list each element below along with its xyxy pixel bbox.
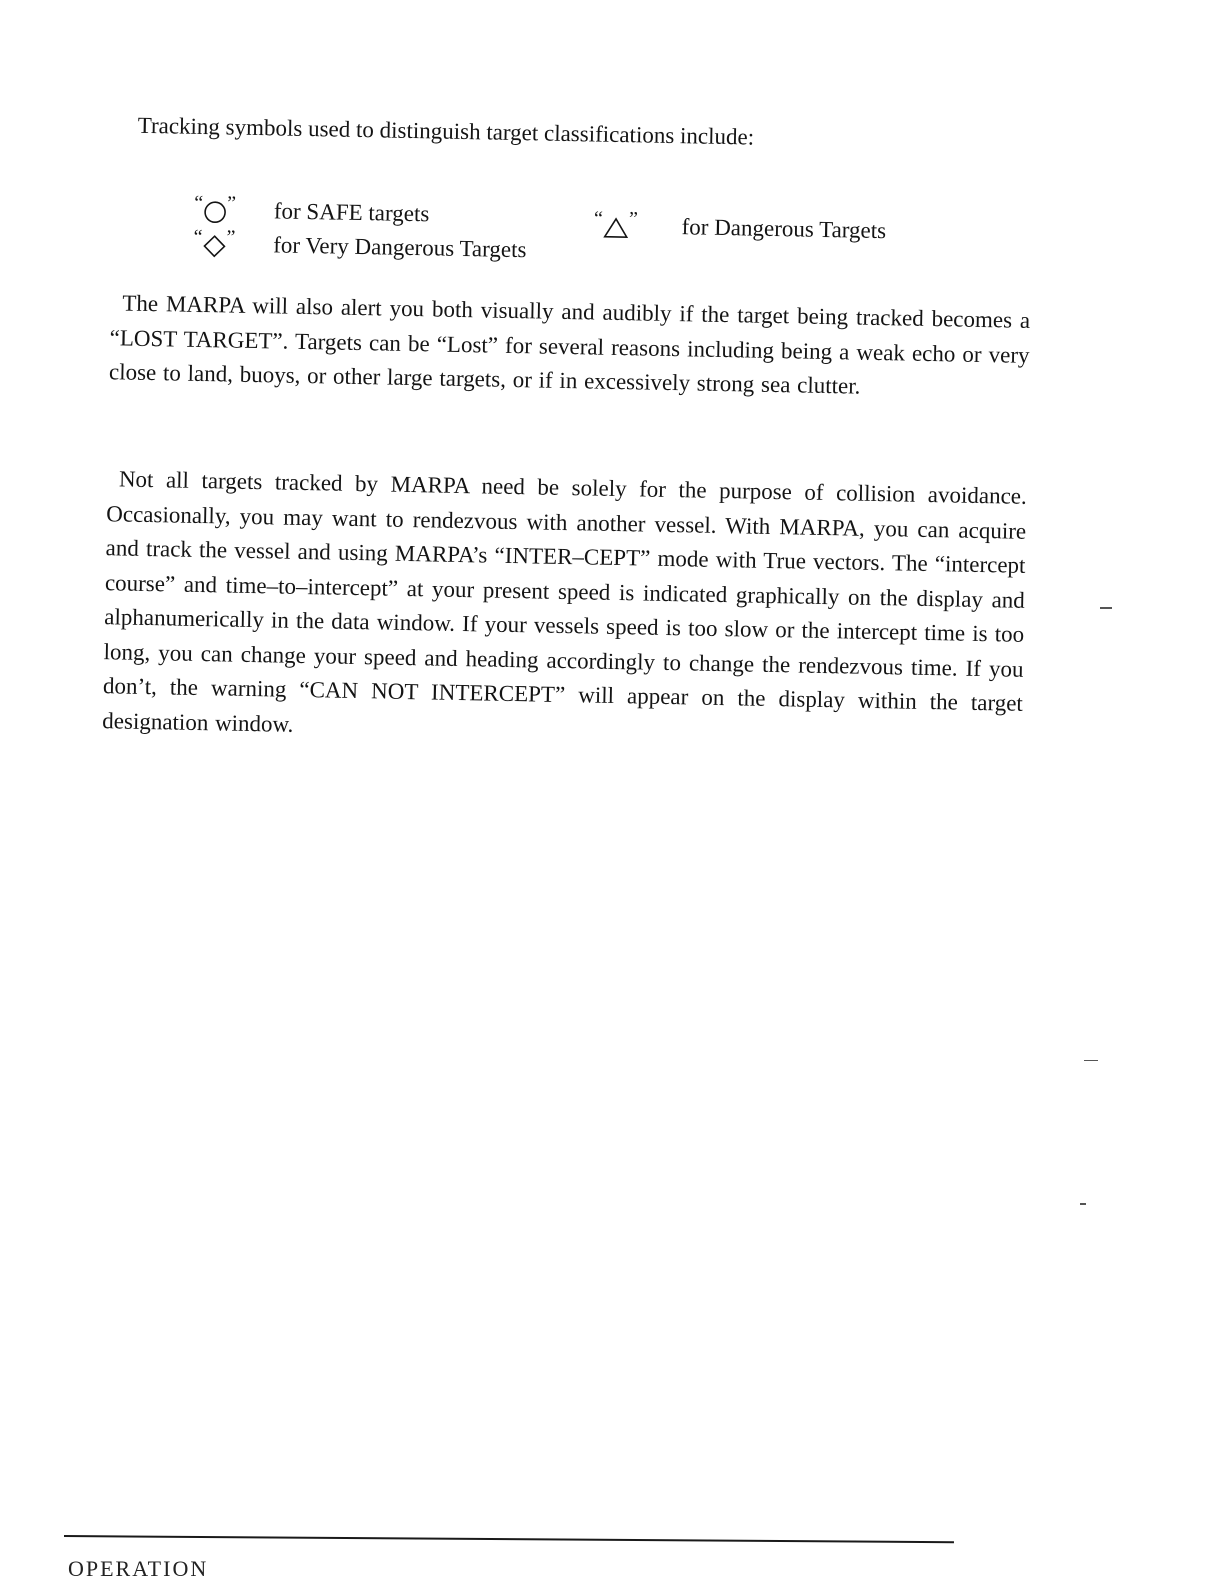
symbol-safe: “ ” [194,192,269,225]
footer-text: OPERATION [68,1556,209,1581]
paragraph-intercept-text: Not all targets tracked by MARPA need be solely for the purpose of collision avoidance. Occasionally, you may want to rendezvous with another vessel. With MARPA, you can acquire and track the vessel and using MARPA’s “INTER–CEPT” mode with True vectors. The “intercept course” and time–to–intercept” at your present speed is indicated graphically on the display and alphanumerically in the data window. If your vessels speed is too slow or the intercept time is too long, you can change your speed and heading accordingly to change the rendezvous time. If you don’t, the warning “CAN NOT INTERCEPT” will appear on the display within the target designation window. [102,466,1028,737]
symbol-dangerous-label: for Dangerous Targets [681,214,887,244]
scan-mark [1100,607,1112,609]
paragraph-lost-target-text: The MARPA will also alert you both visually and audibly if the target being tracked becomes a “LOST TARGET”. Targets can be “Lost” for several reasons including being a weak echo or very close to land, buoys, or other large targets, or if in excessively strong sea clutter. [108,290,1031,399]
scan-mark [1084,1060,1098,1061]
paragraph-intercept [102,462,1027,756]
symbol-legend-safe [194,192,430,228]
symbol-very-dangerous: “ ” [193,226,268,259]
diamond-icon [202,234,226,258]
page-content [100,112,1032,737]
symbol-legend-very-dangerous [193,226,527,264]
symbol-very-dangerous-label: for Very Dangerous Targets [272,232,527,263]
paragraph-lost-target [109,286,1031,407]
symbol-legend-dangerous [594,208,887,245]
circle-icon [203,200,227,224]
scan-mark [1080,1203,1086,1205]
intro-text: Tracking symbols used to distinguish target classifications include: [137,112,755,150]
symbol-dangerous: “ ” [594,208,677,241]
triangle-icon [603,215,629,239]
symbol-safe-label: for SAFE targets [273,198,430,227]
footer-rule [64,1535,954,1543]
